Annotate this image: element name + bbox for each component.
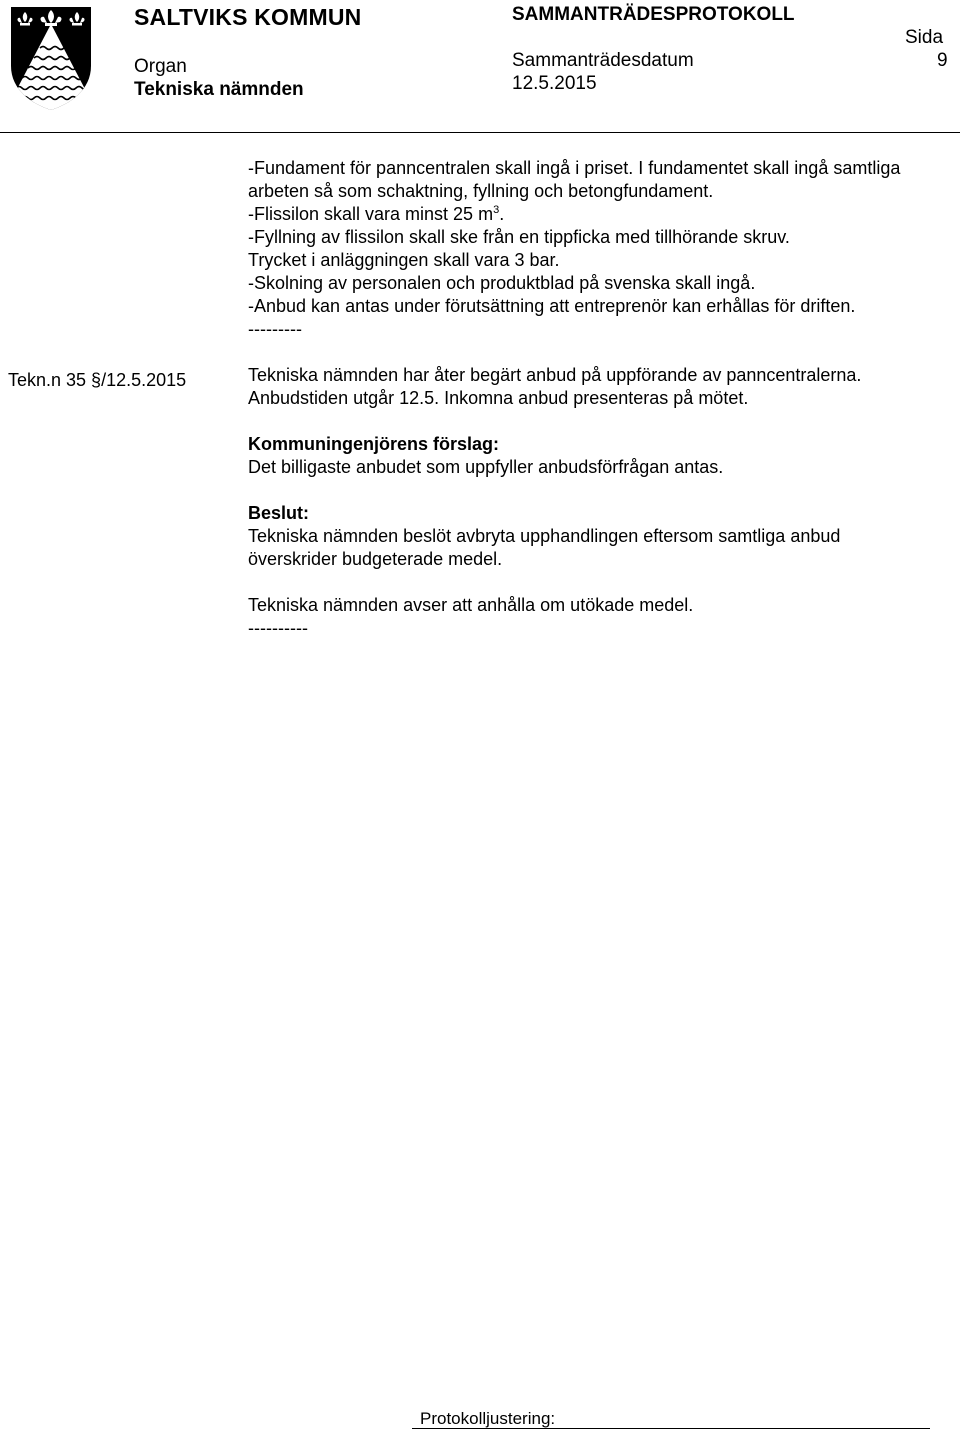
page-number: 9 bbox=[937, 50, 948, 71]
meeting-date-label: Sammanträdesdatum bbox=[512, 50, 694, 71]
municipality-name: SALTVIKS KOMMUN bbox=[134, 4, 362, 30]
condition-text: -Flissilon skall vara minst 25 m bbox=[248, 204, 494, 224]
minutes-body bbox=[248, 157, 928, 640]
separator: --------- bbox=[248, 319, 302, 339]
decision-heading: Beslut: bbox=[248, 503, 310, 523]
protocol-adjustment-label: Protokolljustering: bbox=[420, 1409, 556, 1428]
separator: ---------- bbox=[248, 618, 308, 638]
unit-superscript: 3 bbox=[493, 204, 500, 216]
proposal-heading: Kommuningenjörens förslag: bbox=[248, 434, 500, 454]
decision-text: Tekniska nämnden beslöt avbryta upphandlingen eftersom samtliga anbud överskrider budgeterade medel. bbox=[248, 526, 841, 569]
page-label: Sida bbox=[905, 27, 944, 48]
header-divider bbox=[0, 132, 960, 133]
municipal-coat-of-arms-icon bbox=[8, 4, 94, 112]
condition-item: -Anbud kan antas under förutsättning att entreprenör kan erhållas för driften. bbox=[248, 296, 856, 316]
condition-item: -Fundament för panncentralen skall ingå i priset. I fundamentet skall ingå samtliga arbeten så som schaktning, fyllning och betongfundament. bbox=[248, 158, 901, 201]
organ-label: Organ bbox=[134, 56, 187, 77]
document-type: SAMMANTRÄDESPROTOKOLL bbox=[512, 4, 795, 25]
section-reference: Tekn.n 35 §/12.5.2015 bbox=[8, 370, 187, 390]
decision-followup: Tekniska nämnden avser att anhålla om utökade medel. bbox=[248, 595, 694, 615]
condition-item: -Skolning av personalen och produktblad på svenska skall ingå. bbox=[248, 273, 756, 293]
organ-value: Tekniska nämnden bbox=[134, 79, 304, 100]
signature-line bbox=[412, 1428, 930, 1429]
condition-end: . bbox=[499, 204, 505, 224]
condition-item bbox=[248, 203, 928, 226]
meeting-date-value: 12.5.2015 bbox=[512, 73, 597, 94]
intro-paragraph: Tekniska nämnden har åter begärt anbud på uppförande av panncentralerna. Anbudstiden utgår 12.5. Inkomna anbud presenteras på mötet. bbox=[248, 365, 862, 408]
condition-item: Trycket i anläggningen skall vara 3 bar. bbox=[248, 250, 560, 270]
condition-item: -Fyllning av flissilon skall ske från en tippficka med tillhörande skruv. bbox=[248, 227, 790, 247]
proposal-text: Det billigaste anbudet som uppfyller anbudsförfrågan antas. bbox=[248, 457, 724, 477]
